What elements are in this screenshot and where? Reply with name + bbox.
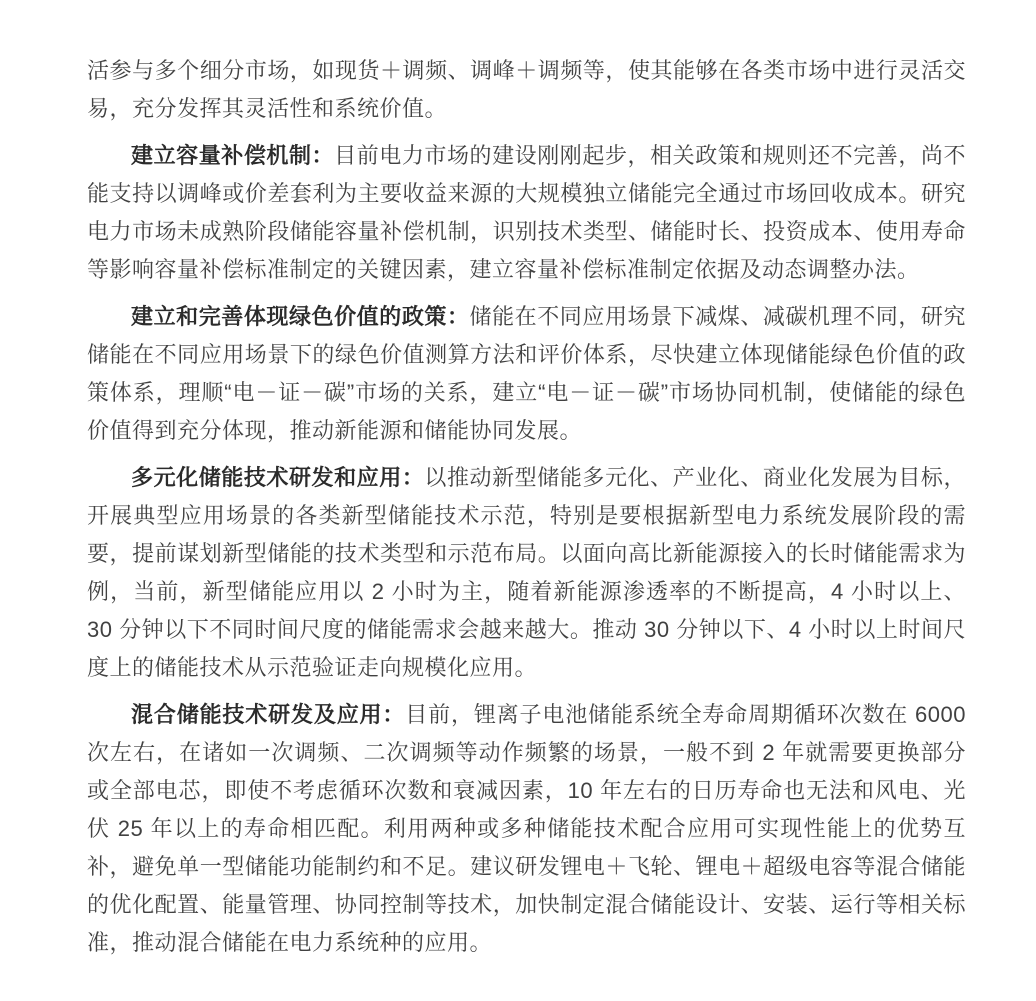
document-content — [87, 52, 966, 962]
paragraph-green-value-policy — [87, 298, 966, 450]
paragraph-text: 活参与多个细分市场，如现货＋调频、调峰＋调频等，使其能够在各类市场中进行灵活交易，充分发挥其灵活性和系统价值。 — [87, 58, 966, 121]
paragraph-heading: 建立和完善体现绿色价值的政策： — [131, 304, 470, 329]
paragraph-text: 储能在不同应用场景下减煤、减碳机理不同，研究储能在不同应用场景下的绿色价值测算方法和评价体系，尽快建立体现储能绿色价值的政策体系，理顺“电－证－碳”市场的关系，建立“电－证－碳”市场协同机制，使储能的绿色价值得到充分体现，推动新能源和储能协同发展。 — [87, 304, 966, 443]
paragraph-text: 目前，锂离子电池储能系统全寿命周期循环次数在 6000 次左右，在诸如一次调频、二次调频等动作频繁的场景，一般不到 2 年就需要更换部分或全部电芯，即使不考虑循环次数和衰减因素，10 年左右的日历寿命也无法和风电、光伏 25 年以上的寿命相匹配。利用两种或多种储能技术配合应用可实现性能上的优势互补，避免单一型储能功能制约和不足。建议研发锂电＋飞轮、锂电＋超级电容等混合储能的优化配置、能量管理、协同控制等技术，加快制定混合储能设计、安装、运行等相关标准，推动混合储能在电力系统种的应用。 — [87, 702, 966, 955]
paragraph-heading: 建立容量补偿机制： — [131, 143, 335, 168]
paragraph-capacity-compensation — [87, 137, 966, 289]
paragraph-heading: 多元化储能技术研发和应用： — [131, 465, 425, 490]
paragraph-heading: 混合储能技术研发及应用： — [131, 702, 406, 727]
paragraph-continuation — [87, 52, 966, 128]
paragraph-text: 以推动新型储能多元化、产业化、商业化发展为目标，开展典型应用场景的各类新型储能技术示范，特别是要根据新型电力系统发展阶段的需要，提前谋划新型储能的技术类型和示范布局。以面向高比新能源接入的长时储能需求为例，当前，新型储能应用以 2 小时为主，随着新能源渗透率的不断提高，4 小时以上、30 分钟以下不同时间尺度的储能需求会越来越大。推动 30 分钟以下、4 小时以上时间尺度上的储能技术从示范验证走向规模化应用。 — [87, 465, 966, 680]
paragraph-hybrid-storage-tech — [87, 696, 966, 962]
paragraph-diversified-storage-tech — [87, 459, 966, 687]
paragraph-text: 目前电力市场的建设刚刚起步，相关政策和规则还不完善，尚不能支持以调峰或价差套利为主要收益来源的大规模独立储能完全通过市场回收成本。研究电力市场未成熟阶段储能容量补偿机制，识别技术类型、储能时长、投资成本、使用寿命等影响容量补偿标准制定的关键因素，建立容量补偿标准制定依据及动态调整办法。 — [87, 143, 966, 282]
